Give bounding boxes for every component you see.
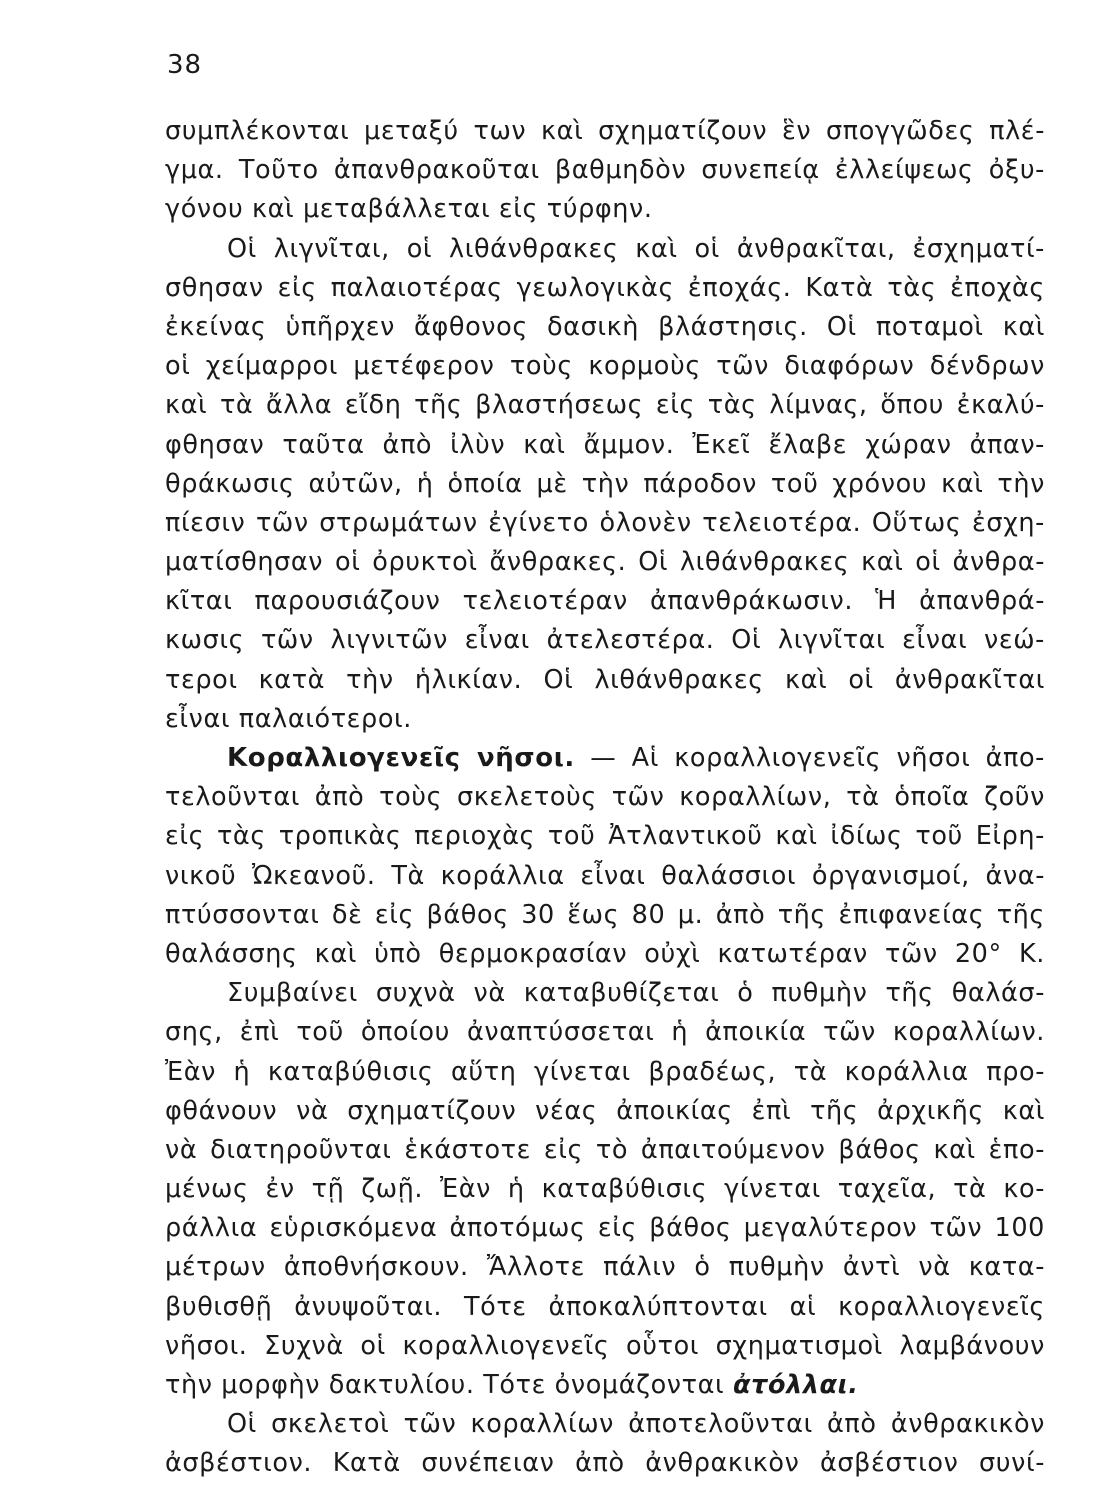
text-line: οἱ χείμαρροι μετέφερον τοὺς κορμοὺς τῶν διαφόρων δένδρων [165,351,1045,382]
text-line: τελοῦνται ἀπὸ τοὺς σκελετοὺς τῶν κοραλλίων, τὰ ὁποῖα ζοῦν [165,782,1045,813]
text-line: νικοῦ Ὠκεανοῦ. Τὰ κοράλλια εἶναι θαλάσσιοι ὀργανισμοί, ἀνα- [165,860,1045,891]
text-line: θράκωσις αὐτῶν, ἡ ὁποία μὲ τὴν πάροδον τοῦ χρόνου καὶ τὴν [165,468,1045,499]
text-line: κωσις τῶν λιγνιτῶν εἶναι ἀτελεστέρα. Οἱ λιγνῖται εἶναι νεώ- [165,625,1045,656]
text-line: φθάνουν νὰ σχηματίζουν νέας ἀποικίας ἐπὶ τῆς ἀρχικῆς καὶ [165,1095,1045,1126]
text-line: ἀσβέστιον. Κατὰ συνέπειαν ἀπὸ ἀνθρακικὸν ἀσβέστιον συνί- [165,1448,1045,1479]
text-line: κῖται παρουσιάζουν τελειοτέραν ἀπανθράκωσιν. Ἡ ἀπανθρά- [165,586,1045,617]
text-line: εἰς τὰς τροπικὰς περιοχὰς τοῦ Ἀτλαντικοῦ καὶ ἰδίως τοῦ Εἰρη- [165,821,1045,852]
text-line: ἐκείνας ὑπῆρχεν ἄφθονος δασικὴ βλάστησις. Οἱ ποταμοὶ καὶ [165,311,1045,342]
text-line: Οἱ σκελετοὶ τῶν κοραλλίων ἀποτελοῦνται ἀπὸ ἀνθρακικὸν [227,1409,1045,1440]
text-line: θαλάσσης καὶ ὑπὸ θερμοκρασίαν οὐχὶ κατωτέραν τῶν 20° Κ. [165,938,1045,969]
text-line: πτύσσονται δὲ εἰς βάθος 30 ἕως 80 μ. ἀπὸ τῆς ἐπιφανείας τῆς [165,899,1045,930]
section-heading-line [165,739,1045,778]
text-line [165,1366,1045,1405]
text-line: μένως ἐν τῇ ζωῇ. Ἐὰν ἡ καταβύθισις γίνεται ταχεῖα, τὰ κο- [165,1174,1045,1205]
text-line: σθησαν εἰς παλαιοτέρας γεωλογικὰς ἐποχάς. Κατὰ τὰς ἐποχὰς [165,272,1045,303]
text-line: μέτρων ἀποθνήσκουν. Ἄλλοτε πάλιν ὁ πυθμὴν ἀντὶ νὰ κατα- [165,1252,1045,1283]
text-line: συμπλέκονται μεταξύ των καὶ σχηματίζουν ἓν σπογγῶδες πλέ- [165,116,1045,146]
text-line: νὰ διατηροῦνται ἑκάστοτε εἰς τὸ ἀπαιτούμενον βάθος καὶ ἑπο- [165,1134,1045,1165]
text-line: ράλλια εὑρισκόμενα ἀποτόμως εἰς βάθος μεγαλύτερον τῶν 100 [165,1213,1045,1244]
text-line: γόνου καὶ μεταβάλλεται εἰς τύρφην. [165,194,653,225]
text-line: γμα. Τοῦτο ἀπανθρακοῦται βαθμηδὸν συνεπείᾳ ἐλλείψεως ὀξυ- [165,155,1045,186]
text-line: Ἐὰν ἡ καταβύθισις αὕτη γίνεται βραδέως, τὰ κοράλλια προ- [165,1056,1045,1087]
emphasized-term: ἀτόλλαι. [732,1370,859,1400]
text-line: πίεσιν τῶν στρωμάτων ἐγίνετο ὁλονὲν τελειοτέρα. Οὕτως ἐσχη- [165,507,1045,538]
text-line: σης, ἐπὶ τοῦ ὁποίου ἀναπτύσσεται ἡ ἀποικία τῶν κοραλλίων. [165,1017,1045,1048]
text-line: — Αἱ κοραλλιογενεῖς νῆσοι ἀπο- [590,743,1045,773]
section-heading: Κοραλλιογενεῖς νῆσοι. [227,743,575,773]
text-line: καὶ τὰ ἄλλα εἴδη τῆς βλαστήσεως εἰς τὰς λίμνας, ὅπου ἐκαλύ- [165,390,1045,421]
text-line: εἶναι παλαιότεροι. [165,703,412,734]
page-number: 38 [167,50,203,80]
text-line: Συμβαίνει συχνὰ νὰ καταβυθίζεται ὁ πυθμὴν τῆς θαλάσ- [227,978,1045,1009]
body-text [165,112,1045,1484]
text-line: ματίσθησαν οἱ ὀρυκτοὶ ἄνθρακες. Οἱ λιθάνθρακες καὶ οἱ ἀνθρα- [165,547,1045,578]
text-line: νῆσοι. Συχνὰ οἱ κοραλλιογενεῖς οὗτοι σχηματισμοὶ λαμβάνουν [165,1330,1045,1361]
text-line: φθησαν ταῦτα ἀπὸ ἰλὺν καὶ ἄμμον. Ἐκεῖ ἔλαβε χώραν ἀπαν- [165,429,1045,460]
text-line: βυθισθῇ ἀνυψοῦται. Τότε ἀποκαλύπτονται αἱ κοραλλιογενεῖς [165,1291,1045,1322]
text-line: Οἱ λιγνῖται, οἱ λιθάνθρακες καὶ οἱ ἀνθρακῖται, ἐσχηματί- [227,233,1045,264]
text-line: τεροι κατὰ τὴν ἡλικίαν. Οἱ λιθάνθρακες καὶ οἱ ἀνθρακῖται [165,664,1045,695]
text-span: τὴν μορφὴν δακτυλίου. Τότε ὀνομάζονται [165,1370,725,1400]
